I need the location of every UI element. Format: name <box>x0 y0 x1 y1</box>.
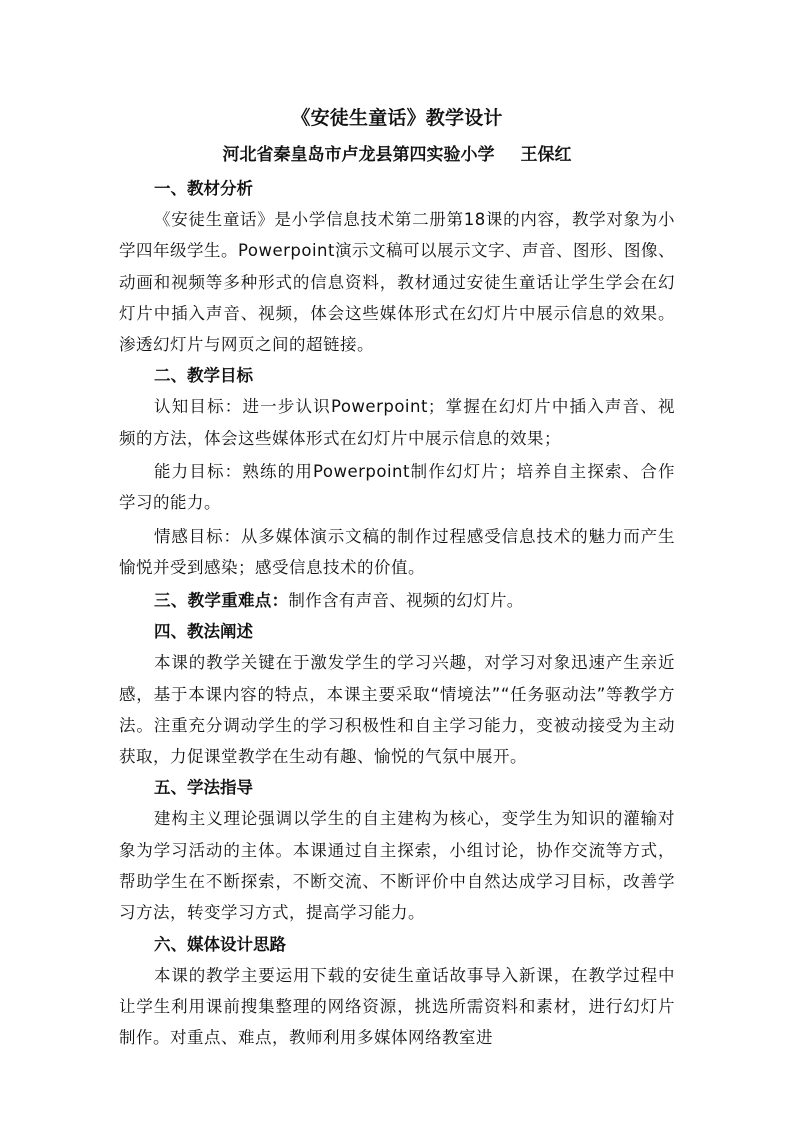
section-heading-teaching-goals: 二、教学目标 <box>154 366 253 386</box>
author-line <box>119 137 675 173</box>
section-heading-learning-guidance: 五、学法指导 <box>154 778 253 798</box>
section-key-difficulties <box>119 585 675 616</box>
section-heading-textbook-analysis: 一、教材分析 <box>154 179 253 198</box>
author-name: 王保红 <box>520 145 572 165</box>
paragraph-media-design: 本课的教学主要运用下载的安徒生童话故事导入新课，在教学过程中让学生利用课前搜集整理的网络资源，挑选所需资料和素材，进行幻灯片制作。对重点、难点，教师利用多媒体网络教室进 <box>119 965 675 1048</box>
section-heading-key-difficulties: 三、教学重难点： <box>154 591 289 611</box>
paragraph-learning-guidance: 建构主义理论强调以学生的自主建构为核心，变学生为知识的灌输对象为学习活动的主体。本课通过自主探索，小组讨论，协作交流等方式，帮助学生在不断探索，不断交流、不断评价中自然达成学习目标，改善学习方法，转变学习方式，提高学习能力。 <box>119 809 675 923</box>
section-heading-media-design: 六、媒体设计思路 <box>154 934 286 954</box>
paragraph-ability-goal: 能力目标：熟练的用Powerpoint制作幻灯片；培养自主探索、合作学习的能力。 <box>119 462 675 513</box>
document-title: 《安徒生童话》教学设计 <box>291 107 503 129</box>
key-difficulties-text: 制作含有声音、视频的幻灯片。 <box>288 591 524 611</box>
section-heading-teaching-methods: 四、教法阐述 <box>154 622 253 642</box>
school-name: 河北省秦皇岛市卢龙县第四实验小学 <box>222 145 495 165</box>
paragraph-cognitive-goal: 认知目标：进一步认识Powerpoint；掌握在幻灯片中插入声音、视频的方法，体会这些媒体形式在幻灯片中展示信息的效果； <box>119 397 675 448</box>
document-body <box>119 99 675 1054</box>
paragraph-emotional-goal: 情感目标：从多媒体演示文稿的制作过程感受信息技术的魅力而产生愉悦并受到感染；感受信息技术的价值。 <box>119 526 675 577</box>
paragraph-teaching-methods: 本课的教学关键在于激发学生的学习兴趣，对学习对象迅速产生亲近感，基于本课内容的特点，本课主要采取“情境法”“任务驱动法”等教学方法。注重充分调动学生的学习积极性和自主学习能力，变被动接受为主动获取，力促课堂教学在生动有趣、愉悦的气氛中展开。 <box>119 653 675 767</box>
paragraph-textbook-analysis: 《安徒生童话》是小学信息技术第二册第18课的内容，教学对象为小学四年级学生。Powerpoint演示文稿可以展示文字、声音、图形、图像、动画和视频等多种形式的信息资料，教材通过安徒生童话让学生学会在幻灯片中插入声音、视频，体会这些媒体形式在幻灯片中展示信息的效果。渗透幻灯片与网页之间的超链接。 <box>119 210 675 355</box>
